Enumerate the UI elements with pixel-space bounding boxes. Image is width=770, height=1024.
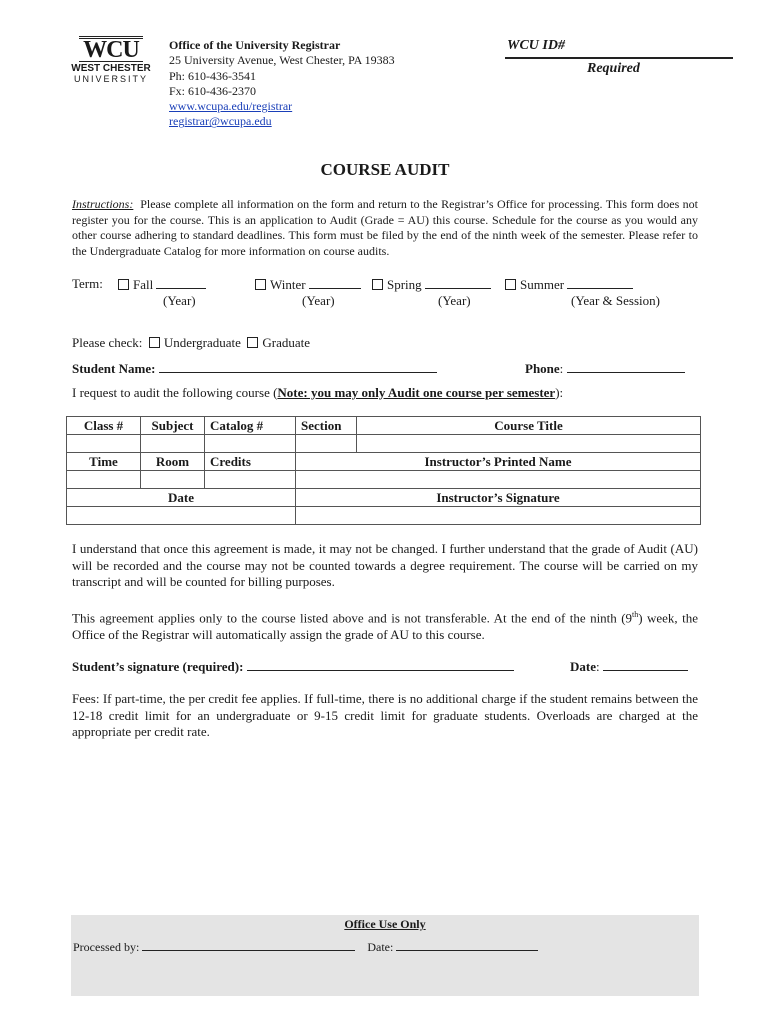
office-date-field[interactable] — [396, 938, 538, 951]
agreement2-part-b: ) week, the Office of the Registrar will automatically assign the grade of AU to this course. — [72, 610, 698, 643]
class-header: Class # — [67, 417, 141, 435]
office-web-link[interactable]: www.wcupa.edu/registrar — [169, 99, 293, 114]
signature-date-label: Date — [570, 659, 596, 674]
office-use-box — [71, 915, 699, 996]
signature-date-row: Date: — [570, 658, 688, 675]
office-phone: Ph: 610-436-3541 — [169, 68, 256, 83]
wcu-logo — [70, 36, 152, 84]
office-use-row — [73, 938, 699, 955]
course-title-cell[interactable] — [357, 435, 701, 453]
agreement-paragraph-1: I understand that once this agreement is made, it may not be changed. I further understand that the grade of Audit (AU) will be recorded and the course may not be counted towards a degree requirement. The course will be carried on my transcript and will be counted for billing purposes. — [72, 541, 698, 590]
term-label: Term: — [72, 276, 103, 291]
spring-year-field[interactable] — [425, 276, 491, 289]
logo-west-chester: WEST CHESTER — [71, 63, 151, 74]
logo-university: UNIVERSITY — [73, 74, 148, 84]
room-cell[interactable] — [141, 471, 205, 489]
level-row — [72, 335, 310, 351]
credits-header: Credits — [205, 453, 296, 471]
signature-date-field[interactable] — [603, 658, 688, 671]
agreement2-part-a: This agreement applies only to the course listed above and is not transferable. At the end of the ninth (9 — [72, 610, 633, 626]
logo-wcu: WCU — [79, 36, 143, 62]
course-table — [66, 416, 701, 525]
term-summer — [505, 276, 633, 293]
processed-by-label: Processed by: — [73, 940, 140, 954]
winter-checkbox[interactable] — [255, 279, 266, 290]
spring-year-caption: (Year) — [438, 293, 471, 308]
office-date-label: Date: — [367, 940, 394, 954]
request-post: ): — [555, 385, 564, 400]
summer-checkbox[interactable] — [505, 279, 516, 290]
catalog-header: Catalog # — [205, 417, 296, 435]
student-signature-field[interactable] — [247, 658, 514, 671]
winter-year-field[interactable] — [309, 276, 361, 289]
office-info — [169, 38, 395, 130]
subject-header: Subject — [141, 417, 205, 435]
wcu-id-label: WCU ID# — [507, 38, 565, 53]
summer-year-caption: (Year & Session) — [571, 293, 660, 308]
processed-by-field[interactable] — [142, 938, 355, 951]
instructor-signature-cell[interactable] — [296, 507, 701, 525]
time-cell[interactable] — [67, 471, 141, 489]
phone-field[interactable] — [567, 360, 685, 373]
signature-row — [72, 658, 514, 675]
undergraduate-checkbox[interactable] — [149, 337, 160, 348]
student-signature-label: Student’s signature (required): — [72, 659, 244, 674]
wcu-id-required: Required — [587, 61, 640, 76]
fall-year-caption: (Year) — [163, 293, 196, 308]
instructor-signature-header: Instructor’s Signature — [296, 489, 701, 507]
instructor-name-cell[interactable] — [296, 471, 701, 489]
section-cell[interactable] — [296, 435, 357, 453]
student-name-row — [72, 360, 437, 377]
student-name-label: Student Name: — [72, 361, 156, 376]
graduate-checkbox[interactable] — [247, 337, 258, 348]
fees-paragraph: Fees: If part-time, the per credit fee applies. If full-time, there is no additional charge if the student remains between the 12-18 credit limit for an undergraduate or 9-15 credit limit for graduate students. Overloads are charged at the appropriate per credit rate. — [72, 691, 698, 740]
request-line — [72, 385, 563, 401]
term-spring — [372, 276, 491, 293]
office-address: 25 University Avenue, West Chester, PA 19383 — [169, 53, 395, 68]
winter-year-caption: (Year) — [302, 293, 335, 308]
undergraduate-label: Undergraduate — [163, 335, 241, 350]
fall-year-field[interactable] — [156, 276, 206, 289]
office-title: Office of the University Registrar — [169, 38, 341, 52]
fall-label: Fall — [133, 277, 154, 292]
credits-cell[interactable] — [205, 471, 296, 489]
subject-cell[interactable] — [141, 435, 205, 453]
room-header: Room — [141, 453, 205, 471]
winter-label: Winter — [270, 277, 306, 292]
instructions — [72, 197, 698, 260]
catalog-cell[interactable] — [205, 435, 296, 453]
term-fall — [118, 276, 206, 293]
phone-row: Phone: — [525, 360, 685, 377]
phone-label: Phone — [525, 361, 560, 376]
summer-label: Summer — [520, 277, 565, 292]
spring-label: Spring — [387, 277, 422, 292]
summer-year-field[interactable] — [567, 276, 633, 289]
instructor-name-header: Instructor’s Printed Name — [296, 453, 701, 471]
term-winter — [255, 276, 361, 293]
office-use-title: Office Use Only — [344, 917, 426, 931]
request-note: Note: you may only Audit one course per semester — [277, 385, 556, 400]
time-header: Time — [67, 453, 141, 471]
request-pre: I request to audit the following course ( — [72, 385, 278, 400]
student-name-field[interactable] — [159, 360, 437, 373]
instructions-text: Please complete all information on the form and return to the Registrar’s Office for processing. This form does not register you for the course. This is an application to Audit (Grade = AU) this course. Schedule for the course as you would any other course adhering to standard deadlines. This form must be filed by the end of the ninth week of the semester. Please refer to the Undergraduate Catalog for more information on course audits. — [72, 197, 699, 259]
class-cell[interactable] — [67, 435, 141, 453]
instructions-label: Instructions: — [72, 197, 134, 211]
level-label: Please check: — [72, 335, 143, 350]
agreement2-superscript: th — [632, 610, 639, 619]
date-header: Date — [67, 489, 296, 507]
page-title: COURSE AUDIT — [320, 160, 450, 179]
spring-checkbox[interactable] — [372, 279, 383, 290]
section-header: Section — [296, 417, 357, 435]
course-title-header: Course Title — [357, 417, 701, 435]
office-email-link[interactable]: registrar@wcupa.edu — [169, 114, 272, 129]
fall-checkbox[interactable] — [118, 279, 129, 290]
office-fax: Fx: 610-436-2370 — [169, 83, 256, 98]
date-cell[interactable] — [67, 507, 296, 525]
wcu-id-field[interactable] — [505, 38, 733, 59]
agreement-paragraph-2 — [72, 607, 698, 644]
graduate-label: Graduate — [262, 335, 311, 350]
